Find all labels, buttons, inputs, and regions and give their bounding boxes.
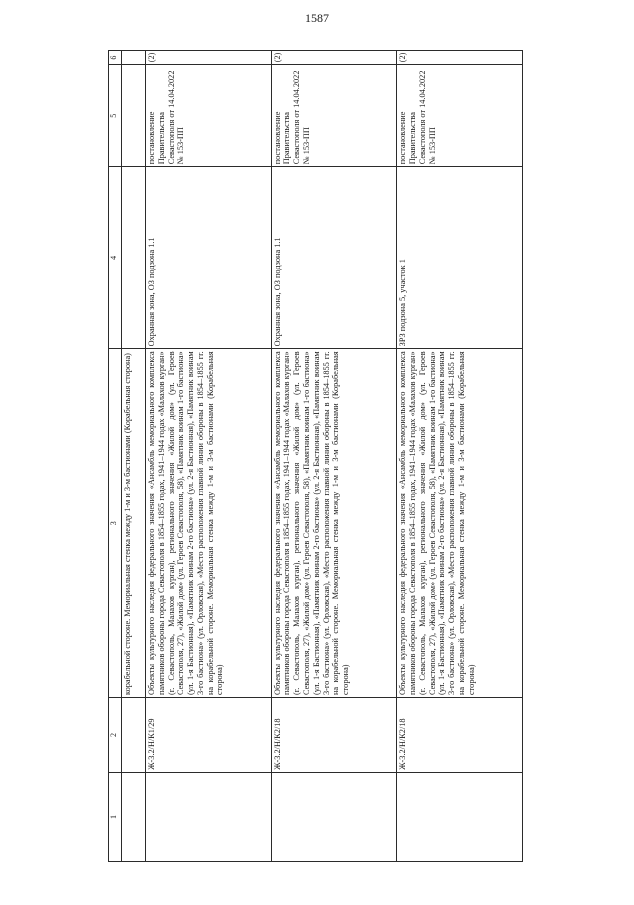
rotated-table-frame (108, 50, 523, 862)
table-row (397, 51, 523, 862)
row-1-note: (2) (146, 51, 272, 65)
header-col-5: 5 (109, 65, 122, 167)
row-1-description: Объекты культурного наследия федерального значения «Ансамбль мемориального комплекса памятников обороны города Севастополя в 1854–1855 годах, 1941–1944 годах «Малахов курган» (г. Севастополь, Малахов курган), регионального значения «Жилой дом» (ул. Героев Севастополя, 27), «Жилой дом» (ул. Героев Севастополя, 58), «Памятник воинам 1-го бастиона» (ул. 1-я Бастионная), «Памятник воинам 2-го бастиона» (ул. 2-я Бастионная), «Памятник воинам 3-го бастиона» (ул. Орловская), «Место расположения главной линии обороны в 1854–1855 гг. на корабельной стороне. Мемориальная стенка между 1-м и 3-м бастионами (Корабельная сторона) (146, 349, 272, 698)
continuation-col-1 (122, 772, 146, 861)
row-3-zone-code: Ж-3.2/Н/К2/18 (397, 698, 523, 773)
table-container (108, 50, 523, 862)
header-col-4: 4 (109, 167, 122, 349)
row-3-description: Объекты культурного наследия федерального значения «Ансамбль мемориального комплекса памятников обороны города Севастополя в 1854–1855 годах, 1941–1944 годах «Малахов курган» (г. Севастополь, Малахов курган), регионального значения «Жилой дом» (ул. Героев Севастополя, 27), «Жилой дом» (ул. Героев Севастополя, 58), «Памятник воинам 1-го бастиона» (ул. 1-я Бастионная), «Памятник воинам 2-го бастиона» (ул. 2-я Бастионная), «Памятник воинам 3-го бастиона» (ул. Орловская), «Место расположения главной линии обороны в 1854–1855 гг. на корабельной стороне. Мемориальная стенка между 1-м и 3-м бастионами (Корабельная сторона) (397, 349, 523, 698)
row-3-zone-type: ЗРЗ подзона 5, участок 1 (397, 167, 523, 349)
row-2-description: Объекты культурного наследия федерального значения «Ансамбль мемориального комплекса памятников обороны города Севастополя в 1854–1855 годах, 1941–1944 годах «Малахов курган» (г. Севастополь, Малахов курган), регионального значения «Жилой дом» (ул. Героев Севастополя, 27), «Жилой дом» (ул. Героев Севастополя, 58), «Памятник воинам 1-го бастиона» (ул. 1-я Бастионная), «Памятник воинам 2-го бастиона» (ул. 2-я Бастионная), «Памятник воинам 3-го бастиона» (ул. Орловская), «Место расположения главной линии обороны в 1854–1855 гг. на корабельной стороне. Мемориальная стенка между 1-м и 3-м бастионами (Корабельная сторона) (271, 349, 397, 698)
continuation-row (122, 51, 146, 862)
continuation-col-6 (122, 51, 146, 65)
row-1-document: постановление Правительства Севастополя от 14.04.2022 № 153-ПП (146, 65, 272, 167)
header-col-3: 3 (109, 349, 122, 698)
header-row (109, 51, 122, 862)
table-row (146, 51, 272, 862)
row-2-document: постановление Правительства Севастополя от 14.04.2022 № 153-ПП (271, 65, 397, 167)
row-2-zone-type: Охранная зона, ОЗ подзона 1.1 (271, 167, 397, 349)
header-col-1: 1 (109, 772, 122, 861)
row-3-document: постановление Правительства Севастополя от 14.04.2022 № 153-ПП (397, 65, 523, 167)
row-1-zone-code: Ж-3.2/Н/К1/29 (146, 698, 272, 773)
registry-table (108, 50, 523, 862)
table-row (271, 51, 397, 862)
continuation-col-2 (122, 698, 146, 773)
continuation-text: корабельной стороне. Мемориальная стенка между 1-м и 3-м бастионами (Корабельная сторона) (122, 349, 146, 698)
page-number: 1587 (305, 11, 329, 25)
row-2-col-1 (271, 772, 397, 861)
header-col-2: 2 (109, 698, 122, 773)
continuation-col-5 (122, 65, 146, 167)
row-1-zone-type: Охранная зона, ОЗ подзона 1.1 (146, 167, 272, 349)
row-3-note: (2) (397, 51, 523, 65)
row-3-col-1 (397, 772, 523, 861)
continuation-col-4 (122, 167, 146, 349)
header-col-6: 6 (109, 51, 122, 65)
row-2-zone-code: Ж-3.2/Н/К2/18 (271, 698, 397, 773)
row-2-note: (2) (271, 51, 397, 65)
row-1-col-1 (146, 772, 272, 861)
